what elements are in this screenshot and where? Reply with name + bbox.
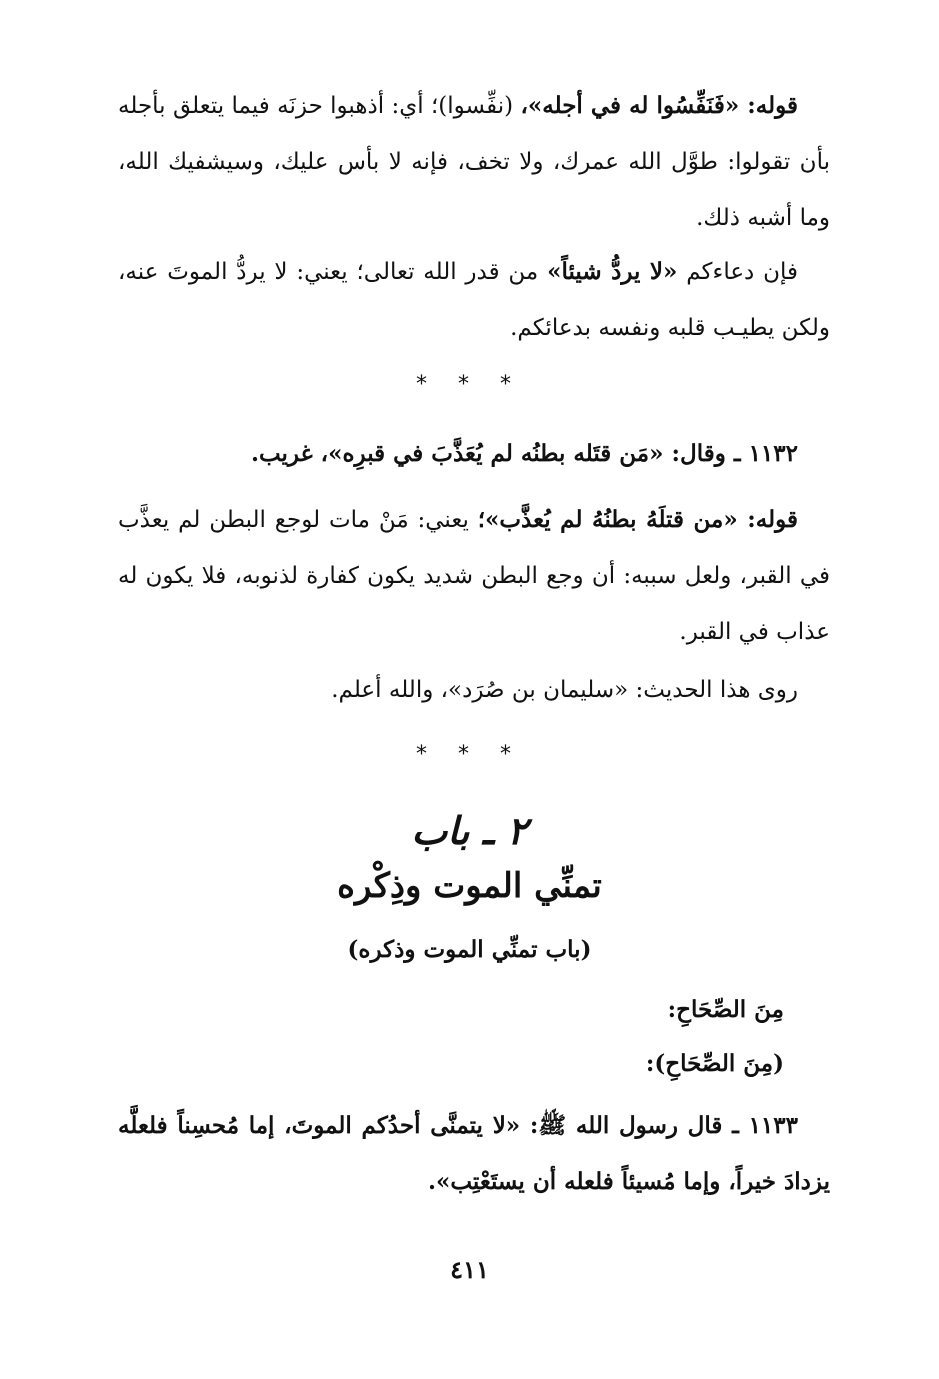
quote-inline: «لا يردُّ شيئاً» (547, 258, 678, 285)
hadith-text: ١١٣٢ ـ وقال: «مَن قتَله بطنُه لم يُعَذَّبَ في قبرِه»، غريب. (250, 440, 798, 467)
commentary-text: (نفِّسوا)؛ أي: أذهبوا حزنَه فيما يتعلق بأجله بأن تقولوا: طوَّل الله عمرك، ولا تخف، فإنه لا بأس عليك، وسيشفيك الله، وما أشبه ذلك. (118, 93, 830, 231)
hadith-text: ١١٣٣ ـ قال رسول الله ﷺ: «لا يتمنَّى أحدُكم الموتَ، إما مُحسِناً فلعلَّه يزدادَ خيراً، وإما مُسيئاً فلعله أن يستَعْتِب». (118, 1112, 830, 1195)
hadith-1133 (118, 1098, 830, 1210)
paragraph-commentary-3 (118, 492, 830, 660)
hadith-1132 (118, 426, 830, 482)
quote-lead: قوله: «فَنَفِّسُوا له في أجله»، (520, 92, 798, 119)
page-number: ٤١١ (450, 1255, 489, 1284)
paragraph-narrator (118, 662, 830, 718)
section-label: مِنَ الصِّحَاحِ: (667, 996, 784, 1023)
separator-stars-1: * * * (416, 372, 523, 397)
commentary-prefix: فإن دعاءكم (677, 259, 798, 285)
paragraph-commentary-1 (118, 78, 830, 246)
narrator-text: روى هذا الحديث: «سليمان بن صُرَد»، والله أعلم. (331, 677, 798, 703)
chapter-number: ٢ ـ باب (411, 808, 528, 853)
section-label-parenthetical: (مِنَ الصِّحَاحِ): (645, 1050, 784, 1077)
commentary-text: يعني: مَنْ مات لوجع البطن لم يعذَّب في القبر، ولعل سببه: أن وجع البطن شديد يكون كفارة لذنوبه، فلا يكون له عذاب في القبر. (118, 507, 830, 645)
separator-stars-2: * * * (416, 742, 523, 767)
commentary-text: من قدر الله تعالى؛ يعني: لا يردُّ الموتَ عنه، ولكن يطيـب قلبه ونفسه بدعائكم. (118, 259, 830, 341)
chapter-subtitle: (باب تمنِّي الموت وذكره) (347, 936, 592, 963)
quote-lead: قوله: «من قتلَهُ بطنُهُ لم يُعذَّب»؛ (477, 506, 798, 533)
paragraph-commentary-2 (118, 244, 830, 356)
chapter-title: تمنِّي الموت وذِكْره (337, 866, 602, 906)
